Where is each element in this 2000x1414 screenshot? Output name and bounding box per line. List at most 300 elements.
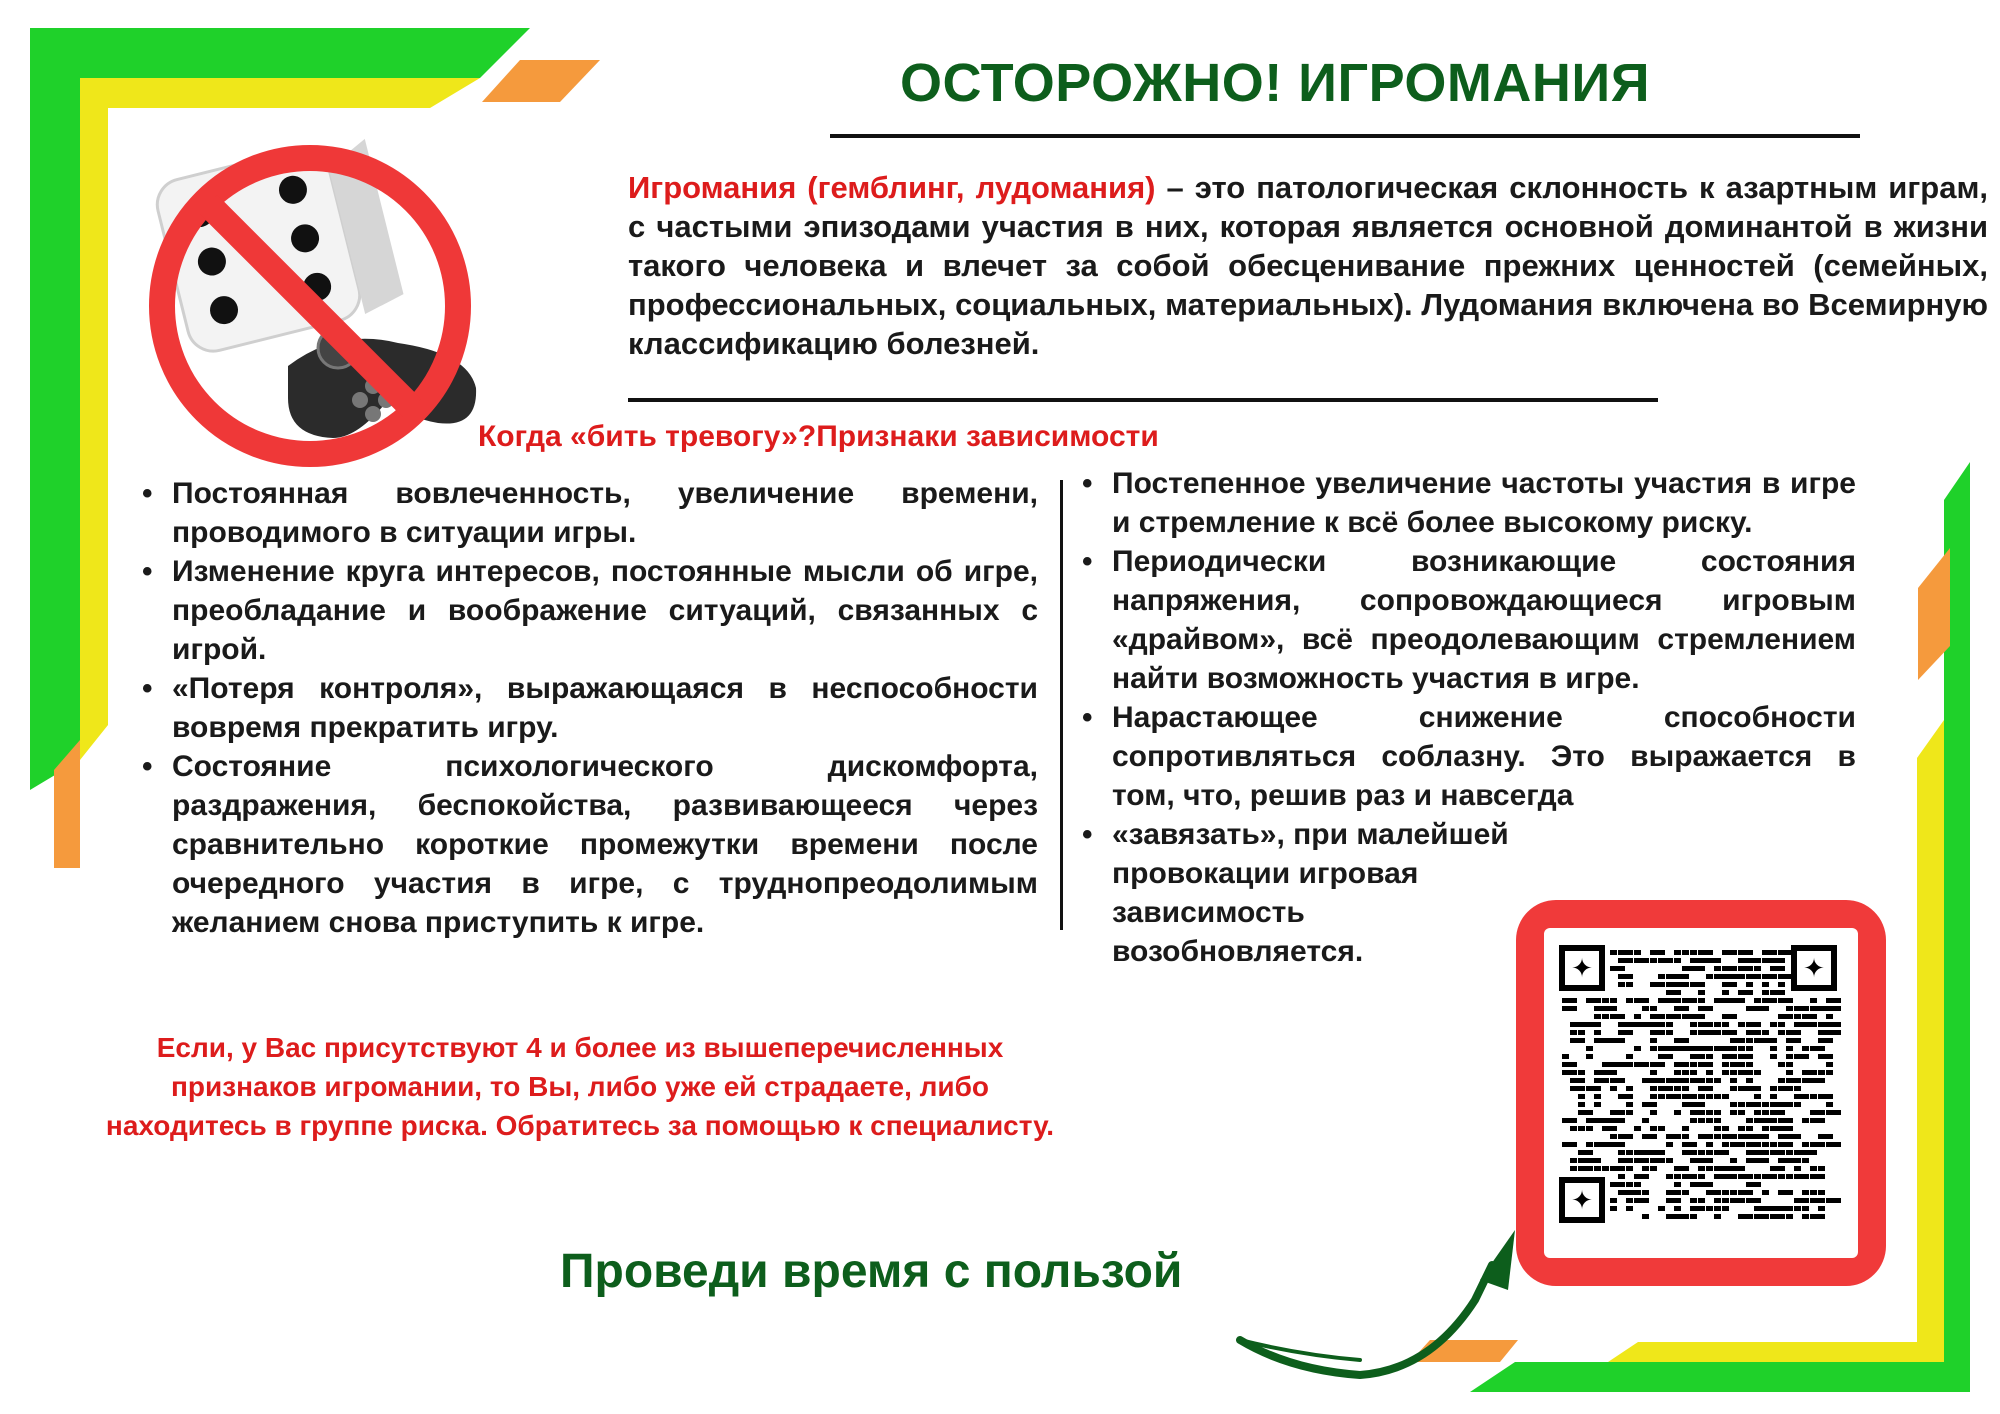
qr-module (1666, 1022, 1673, 1027)
qr-code-icon[interactable] (1544, 928, 1858, 1258)
qr-module (1570, 1062, 1577, 1067)
qr-module (1770, 990, 1785, 995)
qr-module (1594, 1030, 1601, 1035)
qr-module (1770, 1094, 1777, 1099)
footer-slogan: Проведи время с пользой (560, 1245, 1183, 1298)
qr-module (1770, 974, 1777, 979)
qr-module (1666, 1158, 1673, 1163)
qr-module (1730, 1038, 1745, 1043)
qr-module (1634, 950, 1641, 955)
qr-module (1650, 1006, 1657, 1011)
qr-module (1818, 1214, 1825, 1219)
qr-module (1762, 1110, 1769, 1115)
qr-module (1770, 1022, 1777, 1027)
qr-module (1762, 950, 1777, 955)
qr-module (1802, 1014, 1817, 1019)
qr-module (1650, 1166, 1657, 1171)
qr-module (1826, 1142, 1841, 1147)
signs-list-left (138, 474, 1038, 942)
qr-module (1778, 1150, 1785, 1155)
qr-module (1794, 1174, 1809, 1179)
qr-module (1794, 1198, 1809, 1203)
qr-module (1626, 1110, 1633, 1115)
qr-module (1650, 1062, 1665, 1067)
qr-module (1618, 1182, 1625, 1187)
qr-module (1658, 958, 1673, 963)
qr-module (1610, 1206, 1617, 1211)
qr-module (1826, 1110, 1841, 1115)
intro-underline (628, 398, 1658, 402)
qr-module (1738, 1174, 1753, 1179)
qr-module (1762, 1158, 1769, 1163)
qr-module (1746, 1086, 1761, 1091)
qr-module (1746, 1102, 1761, 1107)
qr-module (1658, 1206, 1665, 1211)
qr-module (1826, 1102, 1833, 1107)
qr-module (1634, 1062, 1649, 1067)
qr-module (1690, 1118, 1697, 1123)
page-title: ОСТОРОЖНО! ИГРОМАНИЯ (900, 53, 1651, 113)
qr-module (1754, 1134, 1769, 1139)
qr-module (1650, 1070, 1657, 1075)
qr-module (1618, 982, 1625, 987)
qr-finder-pattern (1562, 948, 1602, 988)
qr-module (1722, 966, 1737, 971)
qr-module (1626, 982, 1633, 987)
qr-module (1698, 1094, 1705, 1099)
qr-module (1674, 974, 1689, 979)
qr-module (1802, 1118, 1809, 1123)
qr-module (1738, 966, 1753, 971)
qr-module (1698, 1118, 1705, 1123)
qr-module (1826, 1062, 1833, 1067)
qr-module (1738, 974, 1745, 979)
qr-module (1770, 966, 1785, 971)
qr-module (1826, 998, 1841, 1003)
qr-module (1586, 1126, 1593, 1131)
qr-module (1746, 1046, 1753, 1051)
qr-module (1794, 1030, 1801, 1035)
qr-module (1786, 1174, 1793, 1179)
qr-module (1674, 1110, 1681, 1115)
qr-module (1602, 1078, 1609, 1083)
qr-module (1778, 1078, 1785, 1083)
qr-module (1746, 1198, 1761, 1203)
qr-module (1826, 1070, 1833, 1075)
qr-module (1770, 958, 1785, 963)
qr-module (1626, 1030, 1633, 1035)
qr-module (1650, 1086, 1657, 1091)
qr-module (1570, 1086, 1585, 1091)
qr-module (1818, 1142, 1825, 1147)
qr-module (1762, 1190, 1769, 1195)
qr-module (1714, 1214, 1721, 1219)
qr-module (1626, 950, 1633, 955)
qr-module (1674, 950, 1681, 955)
qr-module (1578, 1126, 1585, 1131)
qr-module (1698, 1158, 1713, 1163)
qr-module (1634, 1174, 1649, 1179)
qr-module (1794, 1054, 1809, 1059)
qr-module (1706, 1078, 1713, 1083)
list-item: • Изменение круга интересов, постоянные мысли об игре, преобладание и воображение ситуаций, связанных с игрой. (138, 552, 1038, 669)
qr-module (1698, 966, 1705, 971)
qr-module (1754, 1214, 1769, 1219)
qr-module (1698, 1134, 1713, 1139)
qr-module (1794, 1086, 1801, 1091)
qr-module (1738, 1190, 1753, 1195)
qr-module (1610, 950, 1617, 955)
qr-module (1594, 1086, 1601, 1091)
qr-module (1722, 1198, 1729, 1203)
intro-term: Игромания (гемблинг, лудомания) (628, 170, 1156, 205)
qr-module (1682, 1038, 1689, 1043)
qr-module (1610, 1198, 1617, 1203)
qr-module (1818, 1190, 1825, 1195)
qr-module (1610, 966, 1625, 971)
list-item: • «завязать», при малейшей провокации игровая зависимость возобновляется. (1078, 815, 1542, 971)
qr-module (1562, 1006, 1577, 1011)
svg-text:✦: ✦ (1571, 1186, 1593, 1216)
qr-module (1754, 1142, 1761, 1147)
qr-module (1770, 1054, 1777, 1059)
qr-module (1626, 1102, 1633, 1107)
qr-module (1746, 1118, 1753, 1123)
qr-module (1786, 1062, 1793, 1067)
qr-module (1818, 1134, 1833, 1139)
qr-module (1738, 1022, 1745, 1027)
qr-module (1706, 1070, 1713, 1075)
qr-module (1714, 1134, 1721, 1139)
qr-module (1714, 1126, 1721, 1131)
qr-module (1634, 1182, 1641, 1187)
qr-module (1770, 1166, 1785, 1171)
qr-module (1658, 1150, 1665, 1155)
qr-module (1578, 1078, 1585, 1083)
qr-module (1706, 950, 1713, 955)
qr-module (1810, 1118, 1825, 1123)
qr-module (1706, 958, 1721, 963)
qr-module (1826, 1094, 1833, 1099)
qr-module (1810, 1070, 1817, 1075)
qr-module (1674, 1166, 1689, 1171)
qr-module (1826, 1030, 1841, 1035)
qr-module (1714, 1094, 1721, 1099)
qr-module (1610, 1110, 1625, 1115)
qr-module (1698, 1102, 1705, 1107)
qr-module (1642, 1214, 1649, 1219)
qr-module (1826, 1198, 1841, 1203)
qr-module (1810, 1046, 1825, 1051)
qr-module (1730, 1158, 1737, 1163)
qr-module (1746, 1022, 1761, 1027)
qr-module (1722, 1062, 1729, 1067)
qr-module (1706, 1086, 1713, 1091)
qr-module (1706, 1206, 1713, 1211)
qr-module (1754, 1094, 1761, 1099)
qr-module (1786, 1078, 1801, 1083)
qr-module (1570, 1166, 1577, 1171)
qr-module (1794, 1038, 1801, 1043)
qr-module (1722, 1022, 1729, 1027)
qr-module (1778, 974, 1793, 979)
qr-module (1610, 1086, 1617, 1091)
qr-module (1674, 1070, 1681, 1075)
qr-module (1626, 998, 1633, 1003)
qr-module (1650, 1046, 1657, 1051)
qr-module (1730, 1166, 1745, 1171)
qr-module (1770, 1086, 1777, 1091)
qr-module (1698, 990, 1705, 995)
qr-module (1626, 1062, 1633, 1067)
signs-list-right (1078, 464, 1856, 971)
qr-module (1642, 958, 1649, 963)
qr-module (1586, 1166, 1593, 1171)
list-item: • Постоянная вовлеченность, увеличение времени, проводимого в ситуации игры. (138, 474, 1038, 552)
qr-module (1610, 1014, 1625, 1019)
title-underline (830, 134, 1860, 138)
qr-module (1650, 958, 1657, 963)
qr-module (1698, 1150, 1705, 1155)
qr-finder-pattern (1562, 1180, 1602, 1220)
qr-module (1690, 1062, 1697, 1067)
qr-module (1594, 1158, 1601, 1163)
qr-module (1770, 1142, 1777, 1147)
qr-module (1666, 1134, 1681, 1139)
qr-module (1706, 1190, 1721, 1195)
qr-module (1706, 1166, 1713, 1171)
qr-module (1746, 990, 1753, 995)
qr-module (1722, 1142, 1729, 1147)
qr-module (1682, 1174, 1697, 1179)
qr-module (1594, 1102, 1601, 1107)
qr-module (1674, 1182, 1681, 1187)
qr-module (1642, 998, 1649, 1003)
qr-module (1722, 1190, 1729, 1195)
qr-module (1650, 1038, 1657, 1043)
qr-module (1706, 1150, 1713, 1155)
qr-module (1786, 1150, 1793, 1155)
qr-module (1626, 1190, 1641, 1195)
qr-module (1650, 1094, 1657, 1099)
qr-module (1794, 1158, 1801, 1163)
qr-module (1594, 998, 1601, 1003)
intro-text: – это патологическая склонность к азартным играм, с частыми эпизодами участия в них, которая является основной доминантой в жизни такого человека и влечет за собой обесценивание прежних ценностей (семейных, профессиональных, социальных, материальных). Лудомания включена во Всемирную классификацию болезней. (628, 170, 1988, 361)
qr-module (1778, 1014, 1793, 1019)
qr-module (1794, 1134, 1801, 1139)
qr-module (1642, 1158, 1649, 1163)
qr-module (1610, 1134, 1617, 1139)
qr-module (1682, 1142, 1697, 1147)
qr-module (1754, 966, 1761, 971)
qr-module (1650, 1110, 1657, 1115)
qr-module (1786, 1118, 1793, 1123)
qr-module (1642, 1118, 1649, 1123)
qr-module (1698, 1174, 1705, 1179)
qr-module (1706, 1062, 1713, 1067)
qr-module (1746, 1030, 1761, 1035)
qr-module (1674, 1214, 1689, 1219)
qr-module (1658, 982, 1665, 987)
qr-module (1594, 1094, 1601, 1099)
qr-module (1706, 1054, 1713, 1059)
qr-module (1706, 1030, 1721, 1035)
qr-module (1730, 1134, 1737, 1139)
qr-module (1762, 1174, 1777, 1179)
qr-module (1666, 990, 1681, 995)
qr-module (1682, 1070, 1689, 1075)
qr-module (1698, 998, 1705, 1003)
qr-module (1738, 1126, 1745, 1131)
qr-module (1658, 1054, 1673, 1059)
qr-module (1730, 1070, 1737, 1075)
list-item: • Состояние психологического дискомфорта, раздражения, беспокойства, развивающееся через сравнительно короткие промежутки времени после очередного участия в игре, с труднопреодолимым желанием снова приступить к игре. (138, 747, 1038, 942)
qr-module (1794, 1094, 1809, 1099)
qr-module (1722, 1014, 1737, 1019)
qr-module (1826, 1022, 1841, 1027)
qr-module (1810, 998, 1817, 1003)
qr-module (1778, 1206, 1793, 1211)
warning-text: Если, у Вас присутствуют 4 и более из вышеперечисленных признаков игромании, то Вы, либо уже ей страдаете, либо находитесь в группе риска. Обратитесь за помощью к специалисту. (105, 1032, 1055, 1141)
qr-module (1698, 1078, 1705, 1083)
qr-module (1626, 1198, 1633, 1203)
qr-module (1650, 950, 1665, 955)
qr-module (1674, 1206, 1681, 1211)
qr-module (1690, 1054, 1705, 1059)
qr-module (1634, 1198, 1649, 1203)
qr-module (1618, 1174, 1625, 1179)
frame-orange-top-left (482, 60, 600, 102)
qr-code-pattern (1544, 928, 1858, 1258)
qr-module (1714, 1110, 1721, 1115)
qr-module (1754, 1174, 1761, 1179)
qr-module (1698, 1006, 1713, 1011)
qr-module (1762, 1118, 1777, 1123)
qr-module (1706, 1142, 1713, 1147)
qr-module (1578, 1094, 1585, 1099)
qr-module (1690, 1030, 1697, 1035)
qr-module (1658, 1022, 1665, 1027)
qr-module (1706, 1046, 1713, 1051)
qr-code-frame[interactable] (1516, 900, 1886, 1286)
qr-module (1810, 1150, 1817, 1155)
qr-module (1746, 1070, 1753, 1075)
qr-module (1682, 950, 1689, 955)
qr-module (1682, 1134, 1689, 1139)
list-item: • Постепенное увеличение частоты участия в игре и стремление к всё более высокому риску. (1078, 464, 1856, 542)
qr-module (1722, 1030, 1737, 1035)
qr-module (1658, 974, 1665, 979)
list-item: • Периодически возникающие состояния напряжения, сопровождающиеся игровым «драйвом», всё преодолевающим стремлением найти возможность участия в игре. (1078, 542, 1856, 698)
qr-module (1602, 1014, 1609, 1019)
qr-module (1778, 1022, 1785, 1027)
qr-module (1642, 1006, 1649, 1011)
qr-module (1674, 1006, 1689, 1011)
qr-module (1778, 998, 1793, 1003)
qr-module (1730, 1142, 1745, 1147)
qr-module (1610, 1078, 1625, 1083)
qr-module (1754, 998, 1761, 1003)
qr-module (1778, 1062, 1785, 1067)
qr-module (1658, 1086, 1673, 1091)
qr-module (1674, 1198, 1681, 1203)
qr-module (1706, 974, 1713, 979)
qr-module (1762, 990, 1769, 995)
qr-module (1586, 1046, 1593, 1051)
qr-module (1786, 1214, 1793, 1219)
qr-module (1562, 1070, 1577, 1075)
qr-module (1818, 1166, 1825, 1171)
qr-module (1714, 1206, 1721, 1211)
qr-module (1738, 1198, 1745, 1203)
qr-module (1762, 1102, 1769, 1107)
qr-module (1642, 1190, 1649, 1195)
qr-module (1794, 1206, 1801, 1211)
qr-module (1730, 1078, 1737, 1083)
qr-module (1650, 1134, 1657, 1139)
qr-module (1818, 1054, 1833, 1059)
qr-module (1666, 1014, 1681, 1019)
qr-module (1706, 1118, 1713, 1123)
qr-module (1770, 998, 1777, 1003)
qr-module (1802, 1142, 1809, 1147)
qr-module (1682, 1190, 1689, 1195)
qr-module (1810, 1078, 1825, 1083)
qr-module (1658, 1094, 1665, 1099)
qr-module (1810, 1166, 1817, 1171)
qr-module (1682, 982, 1689, 987)
qr-module (1754, 974, 1761, 979)
qr-module (1602, 998, 1609, 1003)
qr-module (1610, 998, 1617, 1003)
qr-module (1674, 1094, 1681, 1099)
qr-module (1650, 1030, 1665, 1035)
qr-module (1818, 1070, 1825, 1075)
qr-module (1786, 1054, 1793, 1059)
qr-module (1738, 1102, 1745, 1107)
qr-module (1586, 1054, 1593, 1059)
qr-module (1626, 1182, 1633, 1187)
column-divider (1060, 480, 1063, 930)
qr-module (1762, 982, 1769, 987)
qr-module (1626, 1166, 1633, 1171)
qr-module (1730, 1086, 1737, 1091)
qr-module (1722, 1046, 1737, 1051)
qr-module (1722, 1174, 1737, 1179)
qr-module (1602, 1070, 1617, 1075)
qr-module (1562, 1118, 1577, 1123)
qr-module (1826, 1006, 1841, 1011)
qr-module (1698, 1198, 1705, 1203)
qr-module (1722, 1206, 1729, 1211)
qr-module (1794, 1166, 1801, 1171)
qr-module (1578, 1110, 1593, 1115)
qr-module (1778, 1142, 1793, 1147)
qr-module (1682, 1150, 1697, 1155)
qr-module (1682, 1126, 1689, 1131)
no-gambling-icon (138, 138, 482, 468)
qr-module (1818, 1198, 1825, 1203)
qr-module (1722, 1126, 1729, 1131)
qr-module (1722, 1054, 1737, 1059)
qr-module (1746, 958, 1761, 963)
qr-module (1618, 1150, 1625, 1155)
qr-module (1746, 1126, 1753, 1131)
qr-module (1746, 1078, 1753, 1083)
qr-module (1690, 1214, 1697, 1219)
qr-module (1682, 1094, 1697, 1099)
qr-module (1658, 1014, 1665, 1019)
